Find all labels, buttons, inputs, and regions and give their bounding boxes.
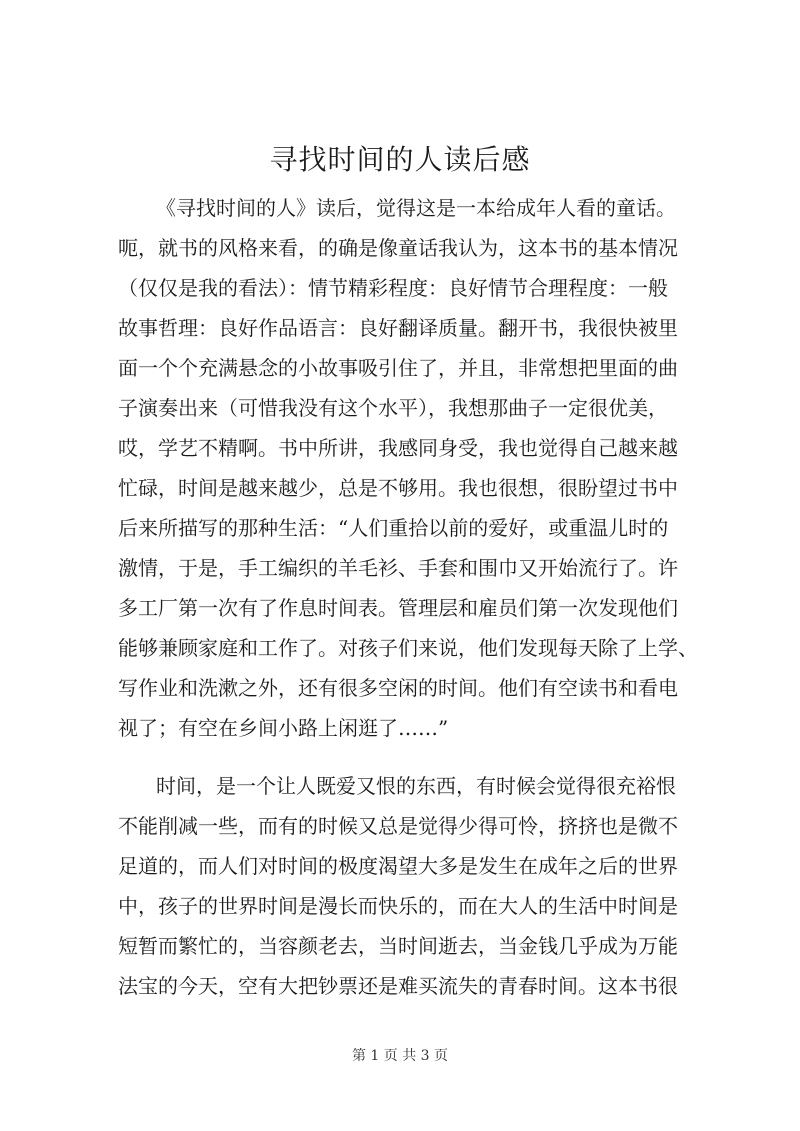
paragraph-line: 短暂而繁忙的，当容颜老去，当时间逝去，当金钱几乎成为万能 [118, 934, 678, 958]
paragraph-line: 故事哲理：良好作品语言：良好翻译质量。翻开书，我很快被里 [118, 316, 678, 340]
paragraph-line: 《寻找时间的人》读后，觉得这是一本给成年人看的童话。 [156, 196, 676, 220]
document-title: 寻找时间的人读后感 [269, 143, 531, 176]
paragraph-line: 哎，学艺不精啊。书中所讲，我感同身受，我也觉得自己越来越 [118, 436, 678, 460]
paragraph-line: （仅仅是我的看法）：情节精彩程度：良好情节合理程度：一般 [118, 276, 668, 300]
paragraph-line: 面一个个充满悬念的小故事吸引住了，并且，非常想把里面的曲 [118, 356, 678, 380]
paragraph-line: 视了；有空在乡间小路上闲逛了……” [118, 716, 449, 740]
paragraph-line: 多工厂第一次有了作息时间表。管理层和雇员们第一次发现他们 [118, 596, 678, 620]
paragraph-line: 能够兼顾家庭和工作了。对孩子们来说，他们发现每天除了上学、 [118, 636, 698, 660]
paragraph-line: 后来所描写的那种生活：“人们重拾以前的爱好，或重温儿时的 [118, 516, 669, 540]
paragraph [118, 766, 684, 1006]
document-body [118, 188, 698, 1006]
paragraph-line: 中，孩子的世界时间是漫长而快乐的，而在大人的生活中时间是 [118, 894, 678, 918]
paragraph-spacer [118, 748, 684, 766]
paragraph-line: 写作业和洗漱之外，还有很多空闲的时间。他们有空读书和看电 [118, 676, 678, 700]
paragraph-line: 时间，是一个让人既爱又恨的东西，有时候会觉得很充裕恨 [156, 774, 676, 798]
paragraph-line: 不能削减一些，而有的时候又总是觉得少得可怜，挤挤也是微不 [118, 814, 678, 838]
paragraph [118, 188, 698, 748]
paragraph-line: 呃，就书的风格来看，的确是像童话我认为，这本书的基本情况 [118, 236, 678, 260]
paragraph-line: 激情，于是，手工编织的羊毛衫、手套和围巾又开始流行了。许 [118, 556, 678, 580]
page-number-footer: 第 1 页 共 3 页 [351, 1048, 449, 1064]
paragraph-line: 忙碌，时间是越来越少，总是不够用。我也很想，很盼望过书中 [118, 476, 678, 500]
paragraph-line: 足道的，而人们对时间的极度渴望大多是发生在成年之后的世界 [118, 854, 678, 878]
paragraph-line: 子演奏出来（可惜我没有这个水平），我想那曲子一定很优美， [118, 396, 668, 420]
paragraph-line: 法宝的今天，空有大把钞票还是难买流失的青春时间。这本书很 [118, 974, 678, 998]
